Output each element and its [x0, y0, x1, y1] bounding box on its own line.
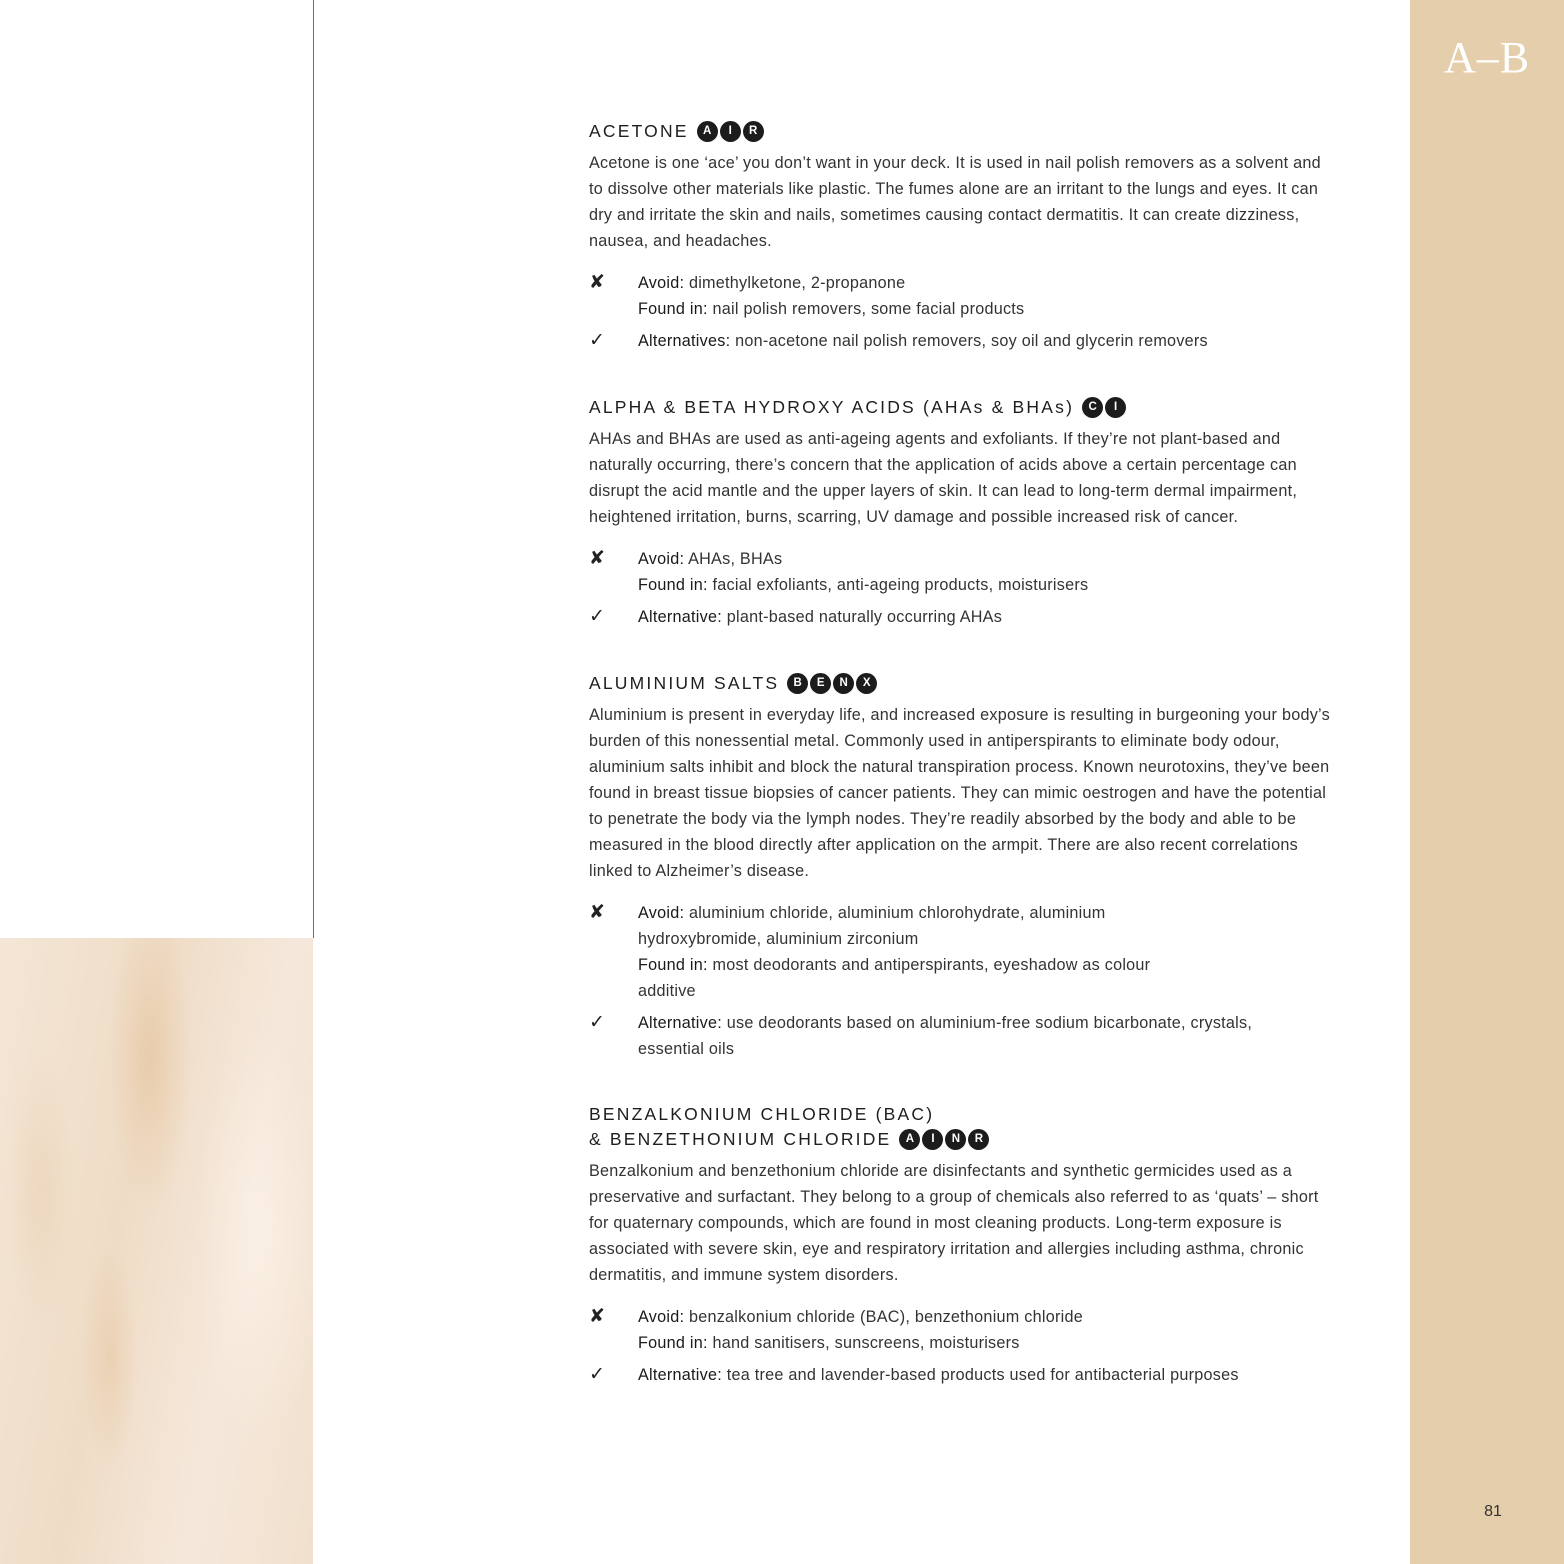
- entry-description: Benzalkonium and benzethonium chloride are disinfectants and synthetic germicides used as a preservative and surfactant. They belong to a group of chemicals also referred to as ‘quats’ – short for quaternary compounds, which are found in most cleaning products. Long-term exposure is associated with severe skin, eye and respiratory irritation and allergies including asthma, chronic dermatitis, and immune system disorders.: [589, 1162, 1319, 1284]
- entry-title: [589, 1102, 1334, 1151]
- vertical-divider: [313, 0, 314, 938]
- section-label: A–B: [1443, 33, 1531, 82]
- avoid-block: [589, 270, 1334, 322]
- avoid-block: [589, 1304, 1334, 1356]
- check-icon: ✓: [589, 1364, 606, 1385]
- entry-description: Aluminium is present in everyday life, and increased exposure is resulting in burgeoning your body’s burden of this nonessential metal. Commonly used in antiperspirants to eliminate body odour, aluminium salts inhibit and block the natural transpiration process. Known neurotoxins, they’ve been found in breast tissue biopsies of cancer patients. They can mimic oestrogen and have the potential to penetrate the body via the lymph nodes. They’re readily absorbed by the body and able to be measured in the blood directly after application on the armpit. There are also recent correlations linked to Alzheimer’s disease.: [589, 706, 1330, 880]
- chapter-sidebar: [1410, 0, 1564, 1564]
- badge: N: [945, 1129, 966, 1150]
- entry-title: ALUMINIUM SALTS B E N X: [589, 670, 1334, 695]
- avoid-label: Avoid:: [638, 274, 685, 292]
- decorative-texture-image: [0, 938, 313, 1564]
- check-icon: ✓: [589, 330, 606, 351]
- entry-title-line1: BENZALKONIUM CHLORIDE (BAC): [589, 1104, 935, 1124]
- badge: A: [697, 121, 718, 142]
- badge: N: [833, 673, 854, 694]
- found-label: Found in:: [638, 576, 708, 594]
- avoid-text: dimethylketone, 2-propanone: [688, 274, 906, 292]
- check-icon: ✓: [589, 1012, 606, 1033]
- entry-benzalkonium-chloride: [589, 1102, 1334, 1388]
- badge: B: [787, 673, 808, 694]
- badge: I: [922, 1129, 943, 1150]
- avoid-block: [589, 546, 1334, 598]
- badge: E: [810, 673, 831, 694]
- found-text: most deodorants and antiperspirants, eyeshadow as colour additive: [638, 956, 1151, 1000]
- entries-column: [589, 118, 1334, 1428]
- alternative-block: [589, 604, 1334, 630]
- alternative-text: non-acetone nail polish removers, soy oil and glycerin removers: [735, 332, 1208, 350]
- page-number: 81: [1484, 1503, 1502, 1520]
- avoid-text: benzalkonium chloride (BAC), benzethonium chloride: [688, 1308, 1083, 1326]
- badge-group: [899, 1126, 991, 1150]
- entry-hydroxy-acids: [589, 394, 1334, 630]
- entry-title-line2: & BENZETHONIUM CHLORIDE: [589, 1129, 892, 1149]
- alternative-label: Alternative:: [638, 1014, 722, 1032]
- alternative-block: [589, 328, 1334, 354]
- check-icon: ✓: [589, 606, 606, 627]
- badge-group: [1082, 394, 1128, 418]
- found-text: facial exfoliants, anti-ageing products, moisturisers: [712, 576, 1089, 594]
- alternative-text: plant-based naturally occurring AHAs: [726, 608, 1003, 626]
- alternative-block: [589, 1362, 1334, 1388]
- found-label: Found in:: [638, 1334, 708, 1352]
- alternative-label: Alternative:: [638, 608, 722, 626]
- badge: R: [743, 121, 764, 142]
- found-text: nail polish removers, some facial products: [712, 300, 1025, 318]
- alternative-block: [589, 1010, 1334, 1062]
- entry-description: Acetone is one ‘ace’ you don’t want in your deck. It is used in nail polish removers as a solvent and to dissolve other materials like plastic. The fumes alone are an irritant to the lungs and eyes. It can dry and irritate the skin and nails, sometimes causing contact dermatitis. It can create dizziness, nausea, and headaches.: [589, 154, 1321, 250]
- badge: I: [720, 121, 741, 142]
- avoid-text: aluminium chloride, aluminium chlorohydrate, aluminium hydroxybromide, aluminium zirconium: [638, 904, 1106, 948]
- badge: A: [899, 1129, 920, 1150]
- cross-icon: ✘: [589, 1306, 606, 1327]
- avoid-label: Avoid:: [638, 1308, 685, 1326]
- badge: I: [1105, 397, 1126, 418]
- alternative-text: use deodorants based on aluminium-free sodium bicarbonate, crystals, essential oils: [638, 1014, 1253, 1058]
- badge: C: [1082, 397, 1103, 418]
- cross-icon: ✘: [589, 902, 606, 923]
- found-label: Found in:: [638, 956, 708, 974]
- badge-group: [697, 118, 766, 142]
- alternative-label: Alternative:: [638, 1366, 722, 1384]
- avoid-label: Avoid:: [638, 550, 685, 568]
- entry-description: AHAs and BHAs are used as anti-ageing agents and exfoliants. If they’re not plant-based and naturally occurring, there’s concern that the application of acids above a certain percentage can disrupt the acid mantle and the upper layers of skin. It can lead to long-term dermal impairment, heightened irritation, burns, scarring, UV damage and possible increased risk of cancer.: [589, 430, 1298, 526]
- avoid-text: AHAs, BHAs: [688, 550, 783, 568]
- entry-aluminium-salts: [589, 670, 1334, 1062]
- badge: X: [856, 673, 877, 694]
- entry-title: ALPHA & BETA HYDROXY ACIDS (AHAs & BHAs) C I: [589, 394, 1334, 419]
- entry-title: ACETONE A I R: [589, 118, 1334, 143]
- found-label: Found in:: [638, 300, 708, 318]
- found-text: hand sanitisers, sunscreens, moisturisers: [712, 1334, 1020, 1352]
- badge-group: [787, 670, 879, 694]
- badge: R: [968, 1129, 989, 1150]
- cross-icon: ✘: [589, 548, 606, 569]
- alternative-label: Alternatives:: [638, 332, 731, 350]
- avoid-label: Avoid:: [638, 904, 685, 922]
- entry-acetone: [589, 118, 1334, 354]
- alternative-text: tea tree and lavender-based products used for antibacterial purposes: [726, 1366, 1239, 1384]
- cross-icon: ✘: [589, 272, 606, 293]
- avoid-block: [589, 900, 1334, 1004]
